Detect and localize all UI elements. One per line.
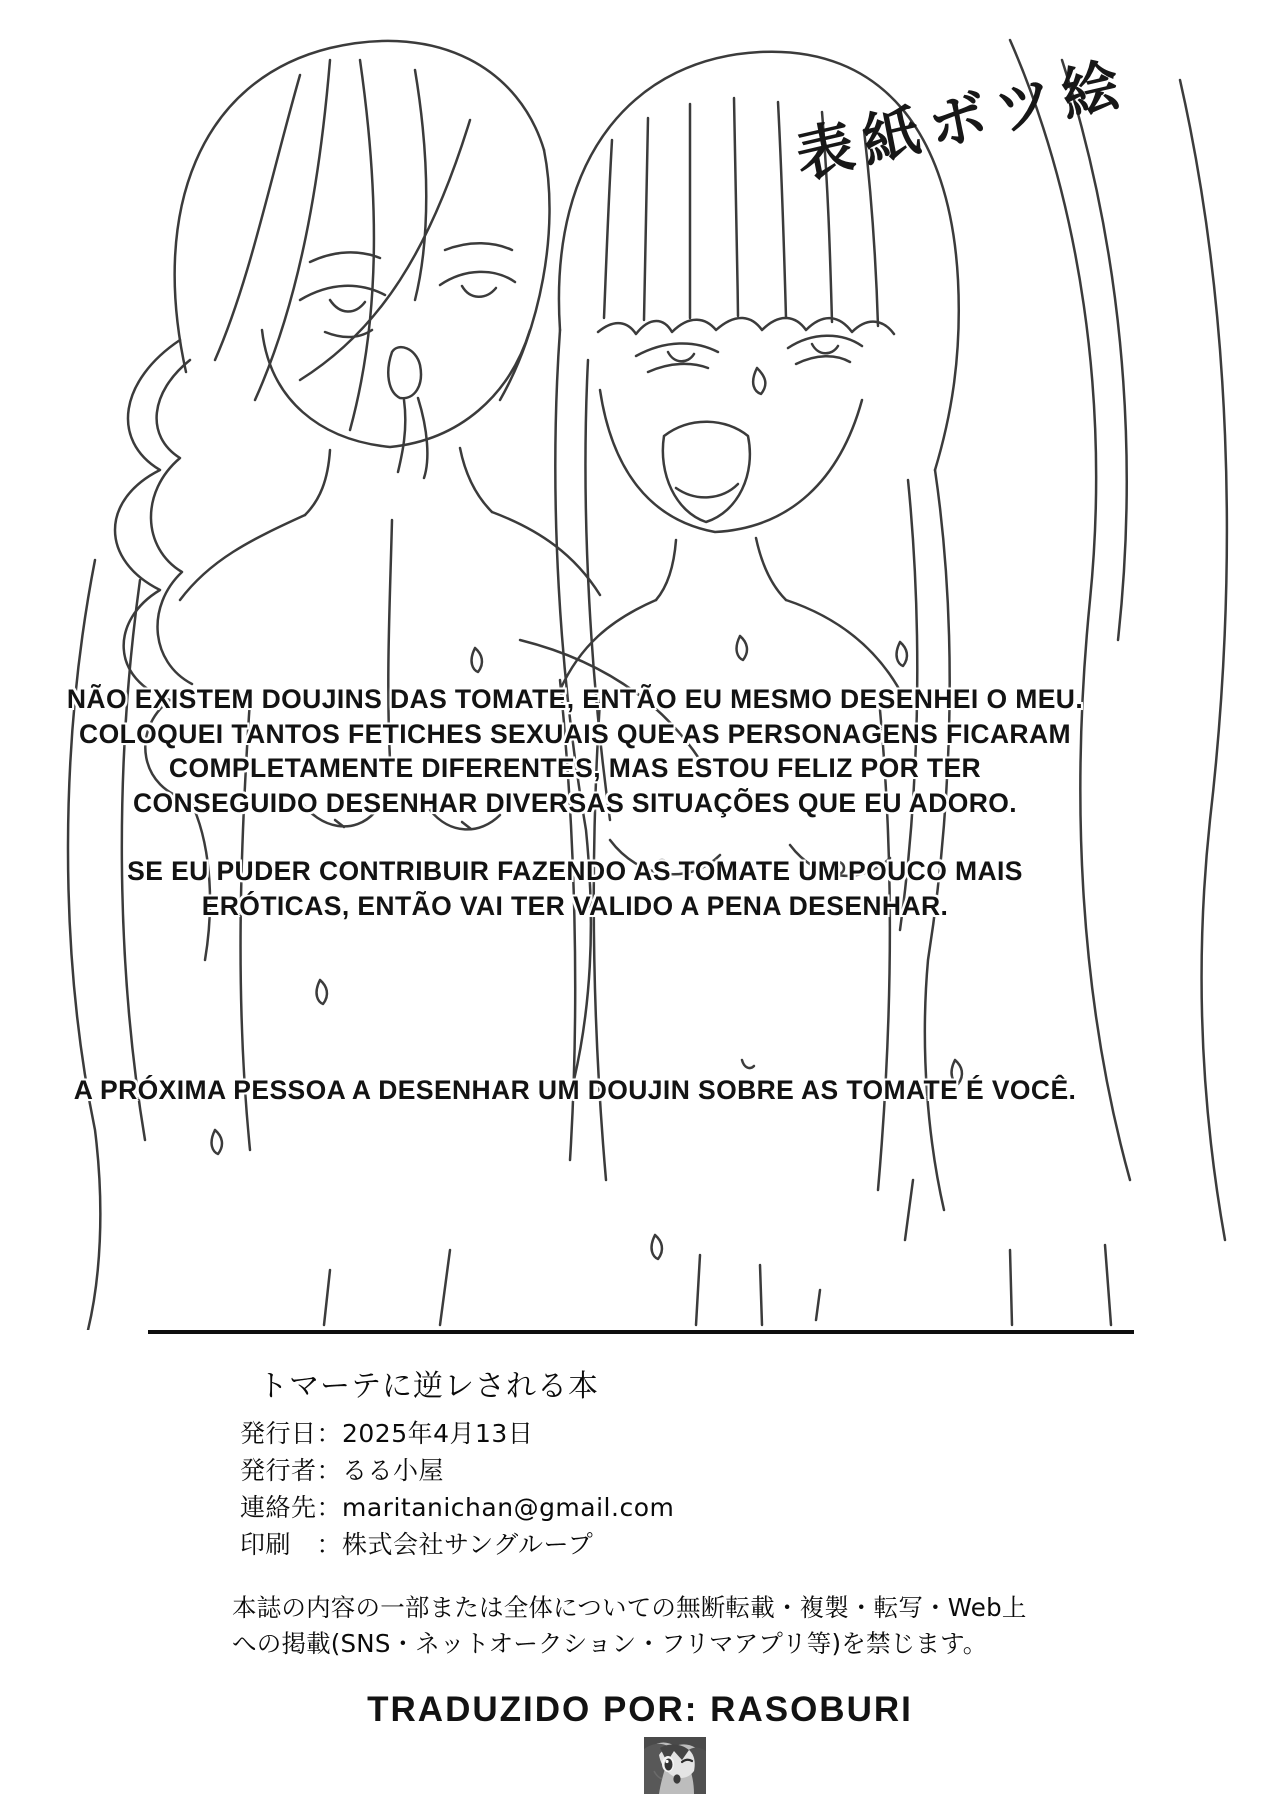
copyright-notice: [232, 1590, 1027, 1662]
colophon-publisher: 発行者：るる小屋: [240, 1456, 445, 1485]
colophon-contact-email: 連絡先：maritanichan@gmail.com: [240, 1493, 675, 1522]
afterword-closing: [40, 1073, 1110, 1108]
copyright-notice-line: 本誌の内容の一部または全体についての無断転載・複製・転写・Web上: [232, 1593, 1027, 1622]
copyright-notice-line: への掲載(SNS・ネットオークション・フリマアプリ等)を禁じます。: [232, 1629, 988, 1658]
afterword-line: COLOQUEI TANTOS FETICHES SEXUAIS QUE AS PERSONAGENS FICARAM: [79, 718, 1071, 749]
afterword-paragraph-1: [40, 682, 1110, 820]
divider-line: [148, 1330, 1134, 1334]
afterword-paragraph-2: [40, 854, 1110, 923]
colophon: [240, 1370, 674, 1563]
translator-credit: TRADUZIDO POR: RASOBURI: [367, 1690, 913, 1729]
afterword-line: CONSEGUIDO DESENHAR DIVERSAS SITUAÇÕES QUE EU ADORO.: [132, 787, 1018, 818]
handwritten-note: 表紙ボツ絵: [790, 48, 1135, 192]
afterword-line: SE EU PUDER CONTRIBUIR FAZENDO AS TOMATE UM POUCO MAIS: [127, 856, 1023, 886]
colophon-printer: 印刷 ：株式会社サングループ: [240, 1530, 594, 1559]
afterword-line: COMPLETAMENTE DIFERENTES, MAS ESTOU FELIZ POR TER: [168, 753, 982, 783]
book-title: トマーテに逆レされる本: [258, 1369, 599, 1404]
colophon-publish-date: 発行日：2025年4月13日: [240, 1419, 534, 1448]
afterword-line: A PRÓXIMA PESSOA A DESENHAR UM DOUJIN SOBRE AS TOMATE É VOCÊ.: [73, 1075, 1077, 1105]
afterword-line: ERÓTICAS, ENTÃO VAI TER VALIDO A PENA DESENHAR.: [201, 890, 949, 921]
afterword-line: NÃO EXISTEM DOUJINS DAS TOMATE, ENTÃO EU MESMO DESENHEI O MEU.: [66, 684, 1084, 714]
translator-avatar: [644, 1737, 706, 1794]
